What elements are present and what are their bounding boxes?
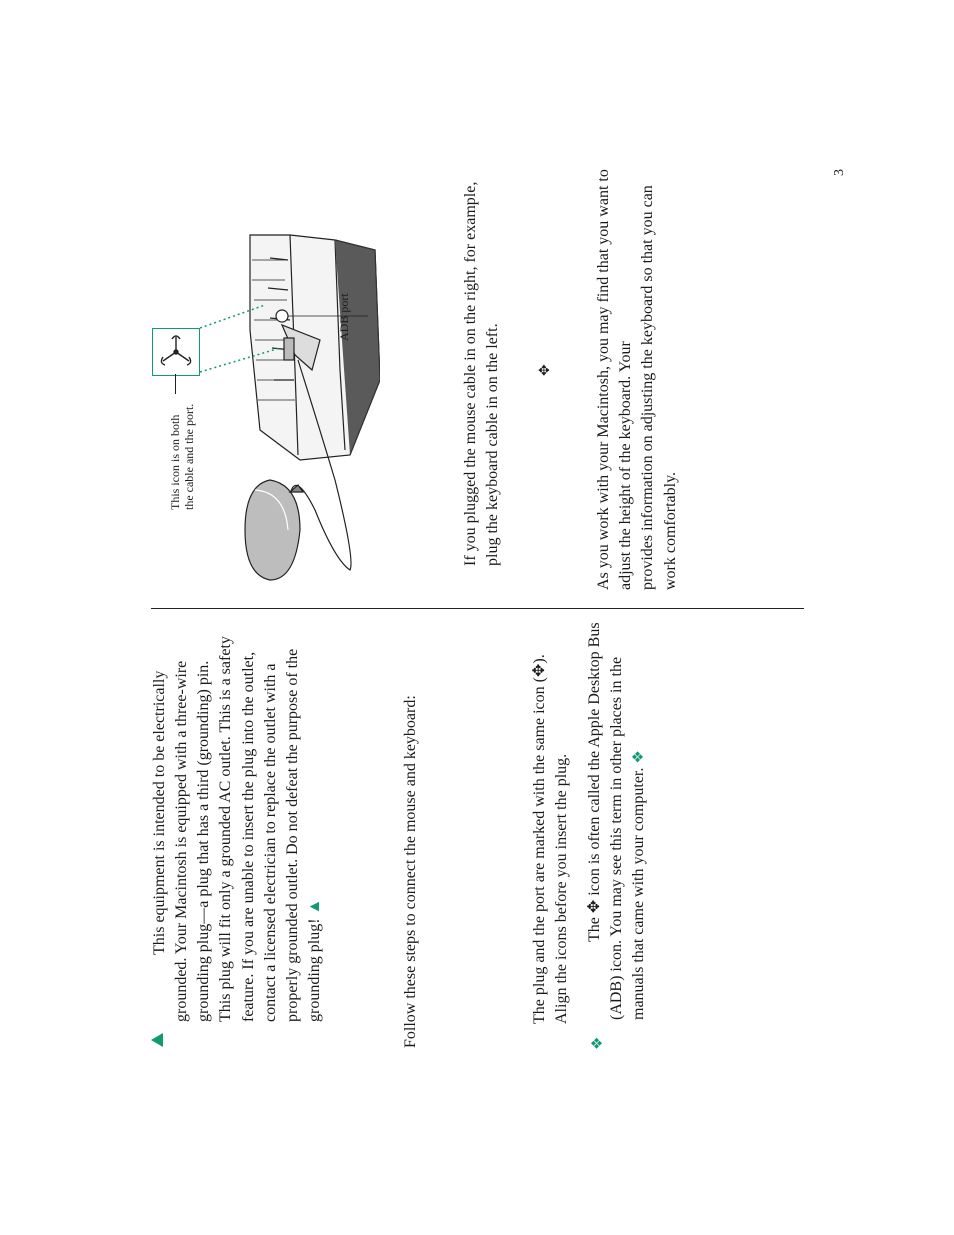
cable-tip-line: If you plugged the mouse cable in on the right, for example, (462, 181, 479, 566)
divider-rule (151, 608, 804, 609)
note-diamond-icon: ❖ (590, 1036, 606, 1050)
steps-intro: Follow these steps to connect the mouse and keyboard: (402, 695, 419, 1048)
warning-line-last: grounding plug! ▲ (306, 898, 324, 1022)
keyboard-tip (593, 169, 682, 590)
warning-end-triangle-icon: ▲ (306, 898, 324, 915)
adb-note-line: (ADB) icon. You may see this term in other places in the (608, 656, 625, 1020)
adb-note-first-line (584, 622, 606, 942)
note-end-diamond-icon: ❖ (631, 750, 648, 764)
keyboard-tip-line: work comfortably. (661, 471, 679, 590)
keyboard-tip-line: provides information on adjusting the keyboard so that you can (639, 185, 657, 590)
keyboard-tip-line: As you work with your Macintosh, you may find that you want to (595, 169, 612, 590)
warning-triangle-icon (151, 1033, 163, 1047)
caption-line: This icon is on both (168, 414, 182, 510)
plug-line: Align the icons before you insert the plug. (553, 753, 571, 1024)
warning-line: grounding plug—a plug that has a third (grounding) pin. (195, 660, 213, 1022)
mouse-drawing (245, 480, 303, 580)
warning-paragraph (149, 671, 171, 955)
page-number: 3 (832, 169, 847, 176)
adb-icon-callout-box (152, 328, 200, 376)
caption-line: the cable and the port. (182, 403, 196, 510)
warning-paragraph-body (171, 636, 326, 1022)
warning-line: grounded. Your Macintosh is equipped with a three-wire (173, 660, 190, 1022)
mouse-keyboard-illustration (240, 230, 380, 590)
callout-dotted-lines (195, 300, 285, 380)
adb-port-label: ADB port (337, 293, 351, 341)
adb-icon (153, 329, 199, 375)
callout-leader-line (175, 374, 176, 394)
plug-line: The plug and the port are marked with the same icon (✥). (531, 654, 548, 1024)
adb-note-line-last: manuals that came with your computer. ❖ (630, 750, 648, 1020)
icon-callout-caption (168, 404, 196, 510)
warning-line: This plug will fit only a grounded AC outlet. This is a safety (217, 636, 235, 1022)
plug-instructions (529, 654, 573, 1024)
adb-note-body (606, 657, 650, 1020)
warning-line: contact a licensed electrician to replace the outlet with a (261, 663, 279, 1022)
adb-note-line: The ✥ icon is often called the Apple Desktop Bus (586, 622, 603, 942)
keyboard-tip-line: adjust the height of the keyboard. Your (617, 341, 635, 590)
warning-line: feature. If you are unable to insert the plug into the outlet, (239, 651, 257, 1022)
small-adb-icon: ✥ (538, 364, 553, 376)
warning-line: properly grounded outlet. Do not defeat the purpose of the (284, 648, 302, 1022)
cable-tip-line: plug the keyboard cable in on the left. (484, 323, 502, 566)
warning-line: This equipment is intended to be electrically (151, 670, 168, 955)
cable-tip (460, 182, 504, 566)
